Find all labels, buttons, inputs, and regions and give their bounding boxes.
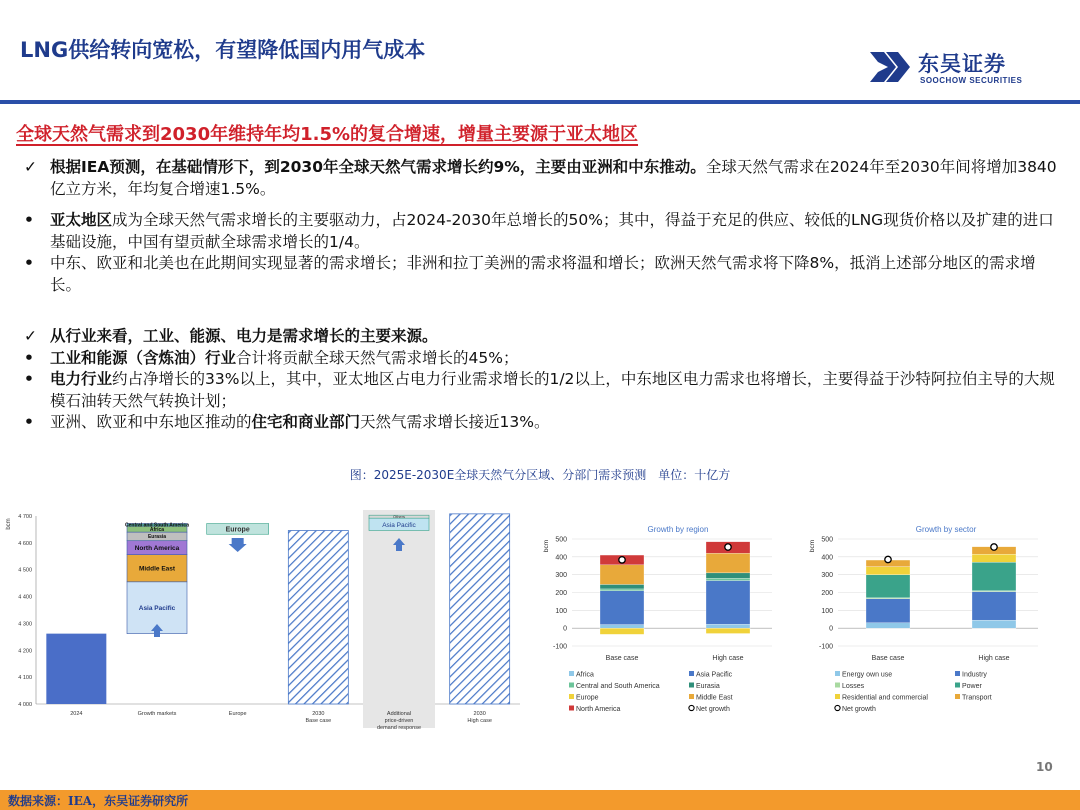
legend-label: Energy own use [842, 671, 893, 679]
y-tick-label: 100 [555, 607, 567, 615]
bullet-text: 天然气需求增长接近13%。 [360, 413, 550, 431]
bar-segment [866, 575, 910, 598]
legend-label: Losses [842, 683, 865, 690]
legend-swatch [955, 694, 960, 699]
bullet-text: 成为全球天然气需求增长的主要驱动力，占2024-2030年总增长的50%；其中，得益于充足的供应、较低的LNG现货价格以及扩建的进口基础设施，中国有望贡献全球需求增长的1/4。 [50, 211, 1054, 251]
legend-swatch [955, 683, 960, 688]
legend-label: Africa [576, 671, 594, 679]
bullet-icon: • [24, 413, 34, 431]
bullet-text: 中东、欧亚和北美也在此期间实现显著的需求增长；非洲和拉丁美洲的需求将温和增长；欧洲天然气需求将下降8%，抵消上述部分地区的需求增长。 [50, 254, 1036, 294]
segment-label: Central and South America [125, 522, 189, 529]
y-tick-label: -100 [818, 643, 833, 651]
lead-text-bold: 根据IEA预测，在基础情形下，到2030年全球天然气需求增长约9%，主要由亚洲和中东推动。 [50, 158, 706, 176]
segment-label: Africa [149, 526, 165, 533]
bullet-item [24, 210, 1064, 253]
legend-label: Central and South America [576, 683, 660, 690]
bullet-text-bold: 亚太地区 [50, 211, 113, 229]
bar-2030-high [450, 514, 510, 704]
legend-label: Power [962, 683, 982, 690]
legend-label: Residential and commercial [842, 694, 928, 702]
legend-swatch [955, 671, 960, 676]
legend-swatch [835, 683, 840, 688]
y-tick-label: 4 300 [18, 621, 32, 628]
page-number: 10 [1036, 760, 1053, 774]
logo-text-en: SOOCHOW SECURITIES [920, 76, 1023, 85]
header-divider [0, 100, 1080, 104]
bullet-text-bold: 工业和能源（含炼油）行业 [50, 348, 237, 367]
y-axis-label: bcm [6, 518, 12, 530]
bar-segment [866, 623, 910, 628]
y-tick-label: 200 [821, 590, 833, 597]
bar-segment [706, 578, 750, 580]
legend-swatch [835, 671, 840, 676]
down-arrow-icon [229, 538, 247, 552]
company-logo [868, 50, 1038, 90]
y-tick-label: 400 [555, 554, 567, 562]
bullet-item [24, 369, 1064, 412]
bullet-icon: • [24, 254, 34, 272]
y-tick-label: 400 [821, 554, 833, 562]
legend-swatch [569, 671, 574, 676]
figure-caption: 图：2025E-2030E全球天然气分区域、分部门需求预测 单位：十亿方 [349, 468, 731, 482]
y-tick-label: 4 700 [18, 514, 32, 520]
charts-area [0, 498, 1080, 788]
x-tick-label: Europe [228, 711, 247, 717]
x-tick-label: 2030 [473, 711, 486, 717]
y-tick-label: 4 000 [18, 702, 32, 708]
lead-text: 全球天然气需求在2024年至2030年间将增加3840亿立方米，年均复合增速1.5%。 [50, 158, 1057, 198]
bar-segment [600, 591, 644, 625]
y-tick-label: -100 [552, 643, 567, 651]
bar-segment [706, 581, 750, 625]
segment-label: Europe [225, 526, 250, 534]
y-tick-label: 200 [555, 590, 567, 597]
bar-segment [972, 592, 1016, 621]
legend-label: Net growth [842, 706, 876, 713]
bar-segment [972, 620, 1016, 628]
x-tick-label: Base case [605, 655, 639, 662]
legend-swatch [569, 683, 574, 688]
y-axis-label: bcm [543, 539, 550, 553]
net-growth-marker [885, 556, 891, 562]
x-tick-label: High case [712, 655, 744, 662]
x-tick-label: Base case [871, 655, 905, 662]
legend-swatch [835, 694, 840, 699]
bar-segment [706, 628, 750, 633]
source-text: 数据来源：IEA，东吴证券研究所 [8, 794, 189, 808]
y-tick-label: 4 500 [18, 567, 32, 574]
bar-2030-base [288, 531, 348, 704]
bullet-text: 亚洲、欧亚和中东地区推动的 [50, 413, 252, 431]
bullet-text-bold: 住宅和商业部门 [251, 413, 361, 431]
bar-segment [600, 628, 644, 634]
legend-label: North America [576, 706, 621, 713]
legend-swatch [689, 671, 694, 676]
x-tick-label: Additional [386, 711, 412, 717]
legend-label: Eurasia [696, 683, 720, 690]
section-subtitle: 全球天然气需求到2030年维持年均1.5%的复合增速，增量主要源于亚太地区 [16, 124, 639, 145]
legend-label: Europe [576, 694, 599, 702]
net-growth-marker [619, 557, 625, 563]
x-tick-label: 2024 [70, 711, 83, 717]
legend-swatch [689, 694, 694, 699]
y-tick-label: 100 [821, 607, 833, 615]
bar-segment [866, 599, 910, 623]
bullet-icon: • [24, 211, 34, 229]
segment-label: Eurasia [147, 534, 167, 541]
y-tick-label: 4 100 [18, 675, 32, 682]
bullet-item [24, 412, 1064, 434]
net-growth-marker [991, 544, 997, 550]
bullet-icon: • [24, 370, 34, 388]
bar-segment [972, 562, 1016, 591]
y-tick-label: 300 [821, 572, 833, 580]
soochow-logo-icon [868, 50, 912, 84]
page-title: LNG供给转向宽松，有望降低国内用气成本 [20, 38, 426, 62]
check-item [24, 157, 1064, 200]
y-tick-label: 4 200 [18, 648, 32, 655]
bar-segment [706, 553, 750, 573]
y-tick-label: 0 [829, 625, 833, 633]
x-tick-label: High case [467, 718, 492, 724]
source-bar [0, 790, 1080, 810]
bullet-text: 约占净增长的33%以上，其中，亚太地区占电力行业需求增长的1/2以上，中东地区电力需求也将增长，主要得益于沙特阿拉伯主导的大规模石油转天然气转换计划； [50, 370, 1055, 410]
legend-label: Asia Pacific [696, 671, 733, 679]
chart-title: Growth by sector [915, 525, 977, 534]
segment-label: North America [134, 544, 180, 552]
bar-segment [600, 625, 644, 629]
legend-swatch [569, 694, 574, 699]
legend-swatch [569, 706, 574, 711]
logo-text-cn: 东吴证券 [918, 52, 1006, 76]
bar-segment [972, 554, 1016, 562]
check-icon: ✓ [24, 158, 37, 176]
bar-segment [706, 573, 750, 578]
lead-text-bold: 从行业来看，工业、能源、电力是需求增长的主要来源。 [50, 327, 438, 345]
y-tick-label: 300 [555, 572, 567, 580]
legend-swatch [689, 705, 694, 710]
bullet-icon: • [24, 348, 34, 367]
x-tick-label: Growth markets [137, 711, 177, 717]
segment-label: Others [392, 514, 406, 520]
bullet-list [24, 157, 1064, 434]
net-growth-marker [725, 544, 731, 550]
legend-label: Net growth [696, 706, 730, 713]
legend-label: Transport [962, 694, 992, 702]
bar-2024 [46, 634, 106, 704]
chart-title: Growth by region [647, 525, 709, 534]
legend-label: Industry [962, 671, 987, 679]
bullet-text: 合计将贡献全球天然气需求增长的45%； [236, 348, 519, 367]
check-item [24, 326, 1064, 348]
bar-segment [866, 567, 910, 575]
segment-label: Middle East [138, 565, 176, 573]
legend-swatch [835, 705, 840, 710]
x-tick-label: demand response [376, 725, 422, 731]
y-axis-label: bcm [809, 539, 816, 553]
x-tick-label: High case [978, 655, 1010, 662]
x-tick-label: 2030 [312, 711, 325, 717]
segment-label: Asia Pacific [382, 521, 416, 529]
bar-segment [600, 584, 644, 588]
y-tick-label: 500 [821, 536, 833, 544]
segment-label: Asia Pacific [138, 604, 176, 612]
bar-segment [600, 565, 644, 585]
bullet-item [24, 253, 1064, 296]
y-tick-label: 500 [555, 536, 567, 544]
y-tick-label: 4 400 [18, 594, 32, 601]
y-tick-label: 0 [563, 625, 567, 633]
y-tick-label: 4 600 [18, 540, 32, 547]
bullet-text-bold: 电力行业 [50, 370, 113, 388]
x-tick-label: Base case [305, 718, 332, 724]
check-icon: ✓ [24, 327, 37, 345]
x-tick-label: price-driven [384, 718, 414, 724]
legend-swatch [689, 683, 694, 688]
legend-label: Middle East [696, 694, 733, 702]
bar-segment [600, 589, 644, 591]
bar-segment [706, 624, 750, 628]
bullet-item [24, 348, 1064, 370]
